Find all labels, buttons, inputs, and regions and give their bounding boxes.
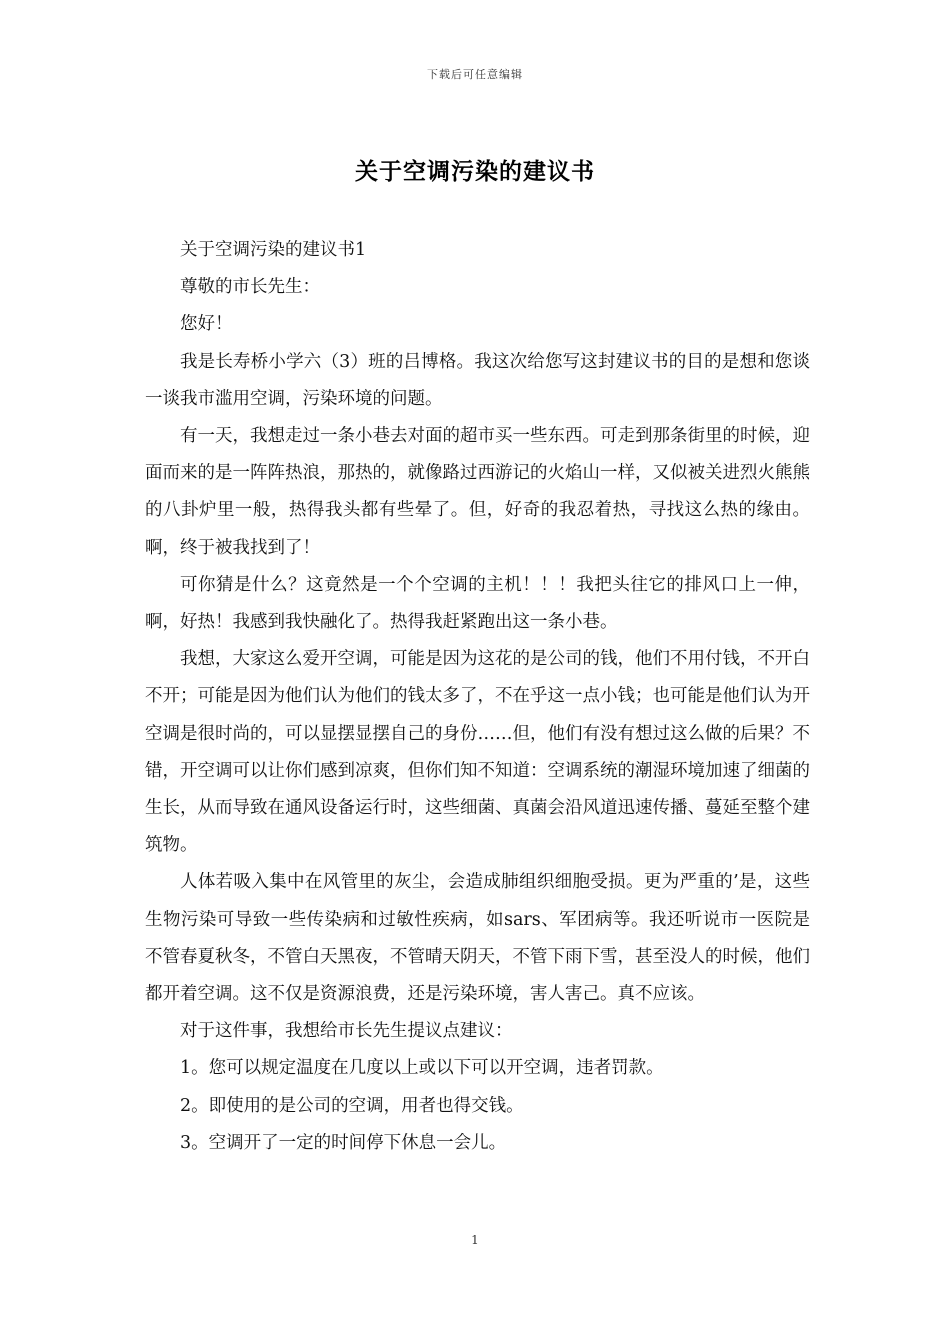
paragraph-greeting: 您好！ [180, 314, 233, 335]
header-note: 下载后可任意编辑 [427, 68, 523, 81]
suggestion-item: 3。空调开了一定的时间停下休息一会儿。 [180, 1132, 507, 1153]
suggestion-item: 1。您可以规定温度在几度以上或以下可以开空调，违者罚款。 [180, 1058, 664, 1079]
page-number: 1 [471, 1233, 479, 1247]
suggestion-item: 2。即使用的是公司的空调，用者也得交钱。 [180, 1095, 524, 1116]
paragraph: 有一天，我想走过一条小巷去对面的超市买一些东西。可走到那条街里的时候，迎面而来的是一阵阵热浪，那热的，就像路过西游记的火焰山一样，又似被关进烈火熊熊的八卦炉里一般，热得我头都有些晕了。但，好奇的我忍着热，寻找这么热的缘由。啊，终于被我找到了！ [145, 426, 810, 558]
document-body [145, 232, 810, 1162]
paragraph: 人体若吸入集中在风管里的灰尘，会造成肺组织细胞受损。更为严重的’是，这些生物污染可导致一些传染病和过敏性疾病，如sars、军团病等。我还听说市一医院是不管春夏秋冬，不管白天黑夜，不管晴天阴天，不管下雨下雪，甚至没人的时候，他们都开着空调。这不仅是资源浪费，还是污染环境，害人害己。真不应该。 [145, 872, 810, 1005]
paragraph-salutation: 尊敬的市长先生： [180, 277, 320, 298]
paragraph: 我是长寿桥小学六（3）班的吕博格。我这次给您写这封建议书的目的是想和您谈一谈我市滥用空调，污染环境的问题。 [145, 351, 810, 409]
paragraph-subtitle: 关于空调污染的建议书1 [180, 240, 367, 260]
document-title: 关于空调污染的建议书 [355, 158, 595, 185]
paragraph: 对于这件事，我想给市长先生提议点建议： [180, 1021, 513, 1042]
paragraph: 可你猜是什么？这竟然是一个个空调的主机！！！我把头往它的排风口上一伸，啊，好热！我感到我快融化了。热得我赶紧跑出这一条小巷。 [145, 574, 810, 633]
paragraph: 我想，大家这么爱开空调，可能是因为这花的是公司的钱，他们不用付钱，不开白不开；可能是因为他们认为他们的钱太多了，不在乎这一点小钱；也可能是他们认为开空调是很时尚的，可以显摆显摆自己的身份……但，他们有没有想过这么做的后果？不错，开空调可以让你们感到凉爽，但你们知不知道：空调系统的潮湿环境加速了细菌的生长，从而导致在通风设备运行时，这些细菌、真菌会沿风道迅速传播、蔓延至整个建筑物。 [145, 649, 810, 856]
